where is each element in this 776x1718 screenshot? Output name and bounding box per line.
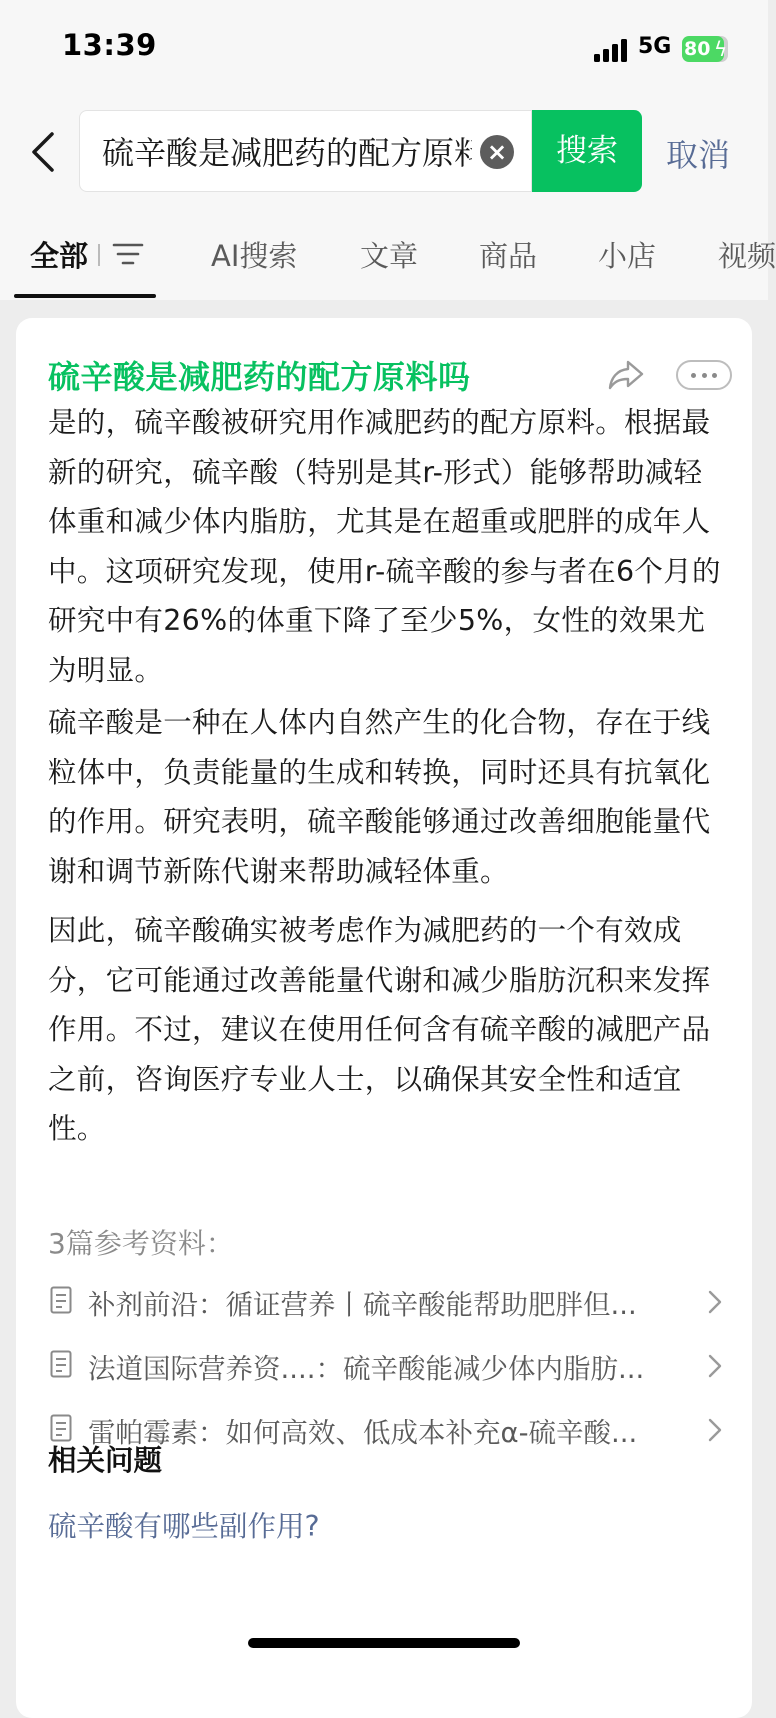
tab-shops[interactable]: 小店 bbox=[598, 239, 657, 273]
reference-text: 法道国际营养资....：硫辛酸能减少体内脂肪... bbox=[88, 1353, 645, 1385]
search-box bbox=[79, 110, 532, 192]
document-icon bbox=[50, 1286, 72, 1314]
status-bar bbox=[0, 0, 768, 100]
battery-icon: 80 bbox=[682, 36, 724, 62]
answer-paragraph: 是的，硫辛酸被研究用作减肥药的配方原料。根据最新的研究，硫辛酸（特别是其r-形式）能够帮助减轻体重和减少体内脂肪，尤其是在超重或肥胖的成年人中。这项研究发现，使用r-硫辛酸的参与者在6个月的研究中有26%的体重下降了至少5%，女性的效果尤为明显。 bbox=[48, 406, 721, 687]
tab-articles[interactable]: 文章 bbox=[360, 239, 419, 273]
more-button[interactable] bbox=[676, 360, 732, 390]
reference-item[interactable] bbox=[48, 1342, 728, 1392]
active-tab-indicator bbox=[14, 294, 156, 298]
tab-videos[interactable]: 视频 bbox=[718, 239, 776, 273]
tab-divider bbox=[98, 244, 100, 266]
answer-paragraph: 因此，硫辛酸确实被考虑作为减肥药的一个有效成分，它可能通过改善能量代谢和减少脂肪沉积来发挥作用。不过，建议在使用任何含有硫辛酸的减肥产品之前，咨询医疗专业人士，以确保其安全性和适宜性。 bbox=[48, 914, 711, 1145]
tab-products[interactable]: 商品 bbox=[479, 239, 538, 273]
back-chevron-icon bbox=[22, 122, 66, 182]
references-title: 3篇参考资料： bbox=[48, 1227, 234, 1260]
back-button[interactable] bbox=[22, 122, 66, 182]
tab-bar bbox=[0, 228, 776, 300]
reference-item[interactable] bbox=[48, 1278, 728, 1328]
search-button[interactable]: 搜索 bbox=[532, 110, 642, 192]
document-icon bbox=[50, 1350, 72, 1378]
network-label: 5G bbox=[638, 34, 672, 59]
answer-title[interactable]: 硫辛酸是减肥药的配方原料吗 bbox=[48, 358, 471, 396]
charging-bolt-icon: ϟ bbox=[714, 37, 728, 61]
reference-text: 补剂前沿：循证营养丨硫辛酸能帮助肥胖但... bbox=[88, 1289, 637, 1321]
reference-text: 雷帕霉素：如何高效、低成本补充α-硫辛酸... bbox=[88, 1417, 638, 1449]
ai-answer-card bbox=[16, 318, 752, 1718]
tab-ai-search[interactable]: AI搜索 bbox=[211, 239, 298, 273]
filter-icon[interactable] bbox=[110, 236, 146, 272]
related-questions-title: 相关问题 bbox=[48, 1444, 163, 1477]
chevron-right-icon bbox=[706, 1352, 724, 1380]
tab-all[interactable]: 全部 bbox=[30, 239, 89, 273]
answer-paragraph: 硫辛酸是一种在人体内自然产生的化合物，存在于线粒体中，负责能量的生成和转换，同时还具有抗氧化的作用。研究表明，硫辛酸能够通过改善细胞能量代谢和调节新陈代谢来帮助减轻体重。 bbox=[48, 706, 711, 888]
share-icon[interactable] bbox=[606, 354, 646, 394]
search-input[interactable] bbox=[102, 123, 472, 179]
related-question-link[interactable]: 硫辛酸有哪些副作用? bbox=[48, 1510, 320, 1543]
chevron-right-icon bbox=[706, 1416, 724, 1444]
clear-icon[interactable]: × bbox=[480, 135, 514, 169]
status-time: 13:39 bbox=[62, 28, 157, 62]
chevron-right-icon bbox=[706, 1288, 724, 1316]
home-indicator[interactable] bbox=[248, 1638, 520, 1648]
signal-icon bbox=[594, 38, 630, 62]
cancel-button[interactable]: 取消 bbox=[666, 136, 731, 174]
